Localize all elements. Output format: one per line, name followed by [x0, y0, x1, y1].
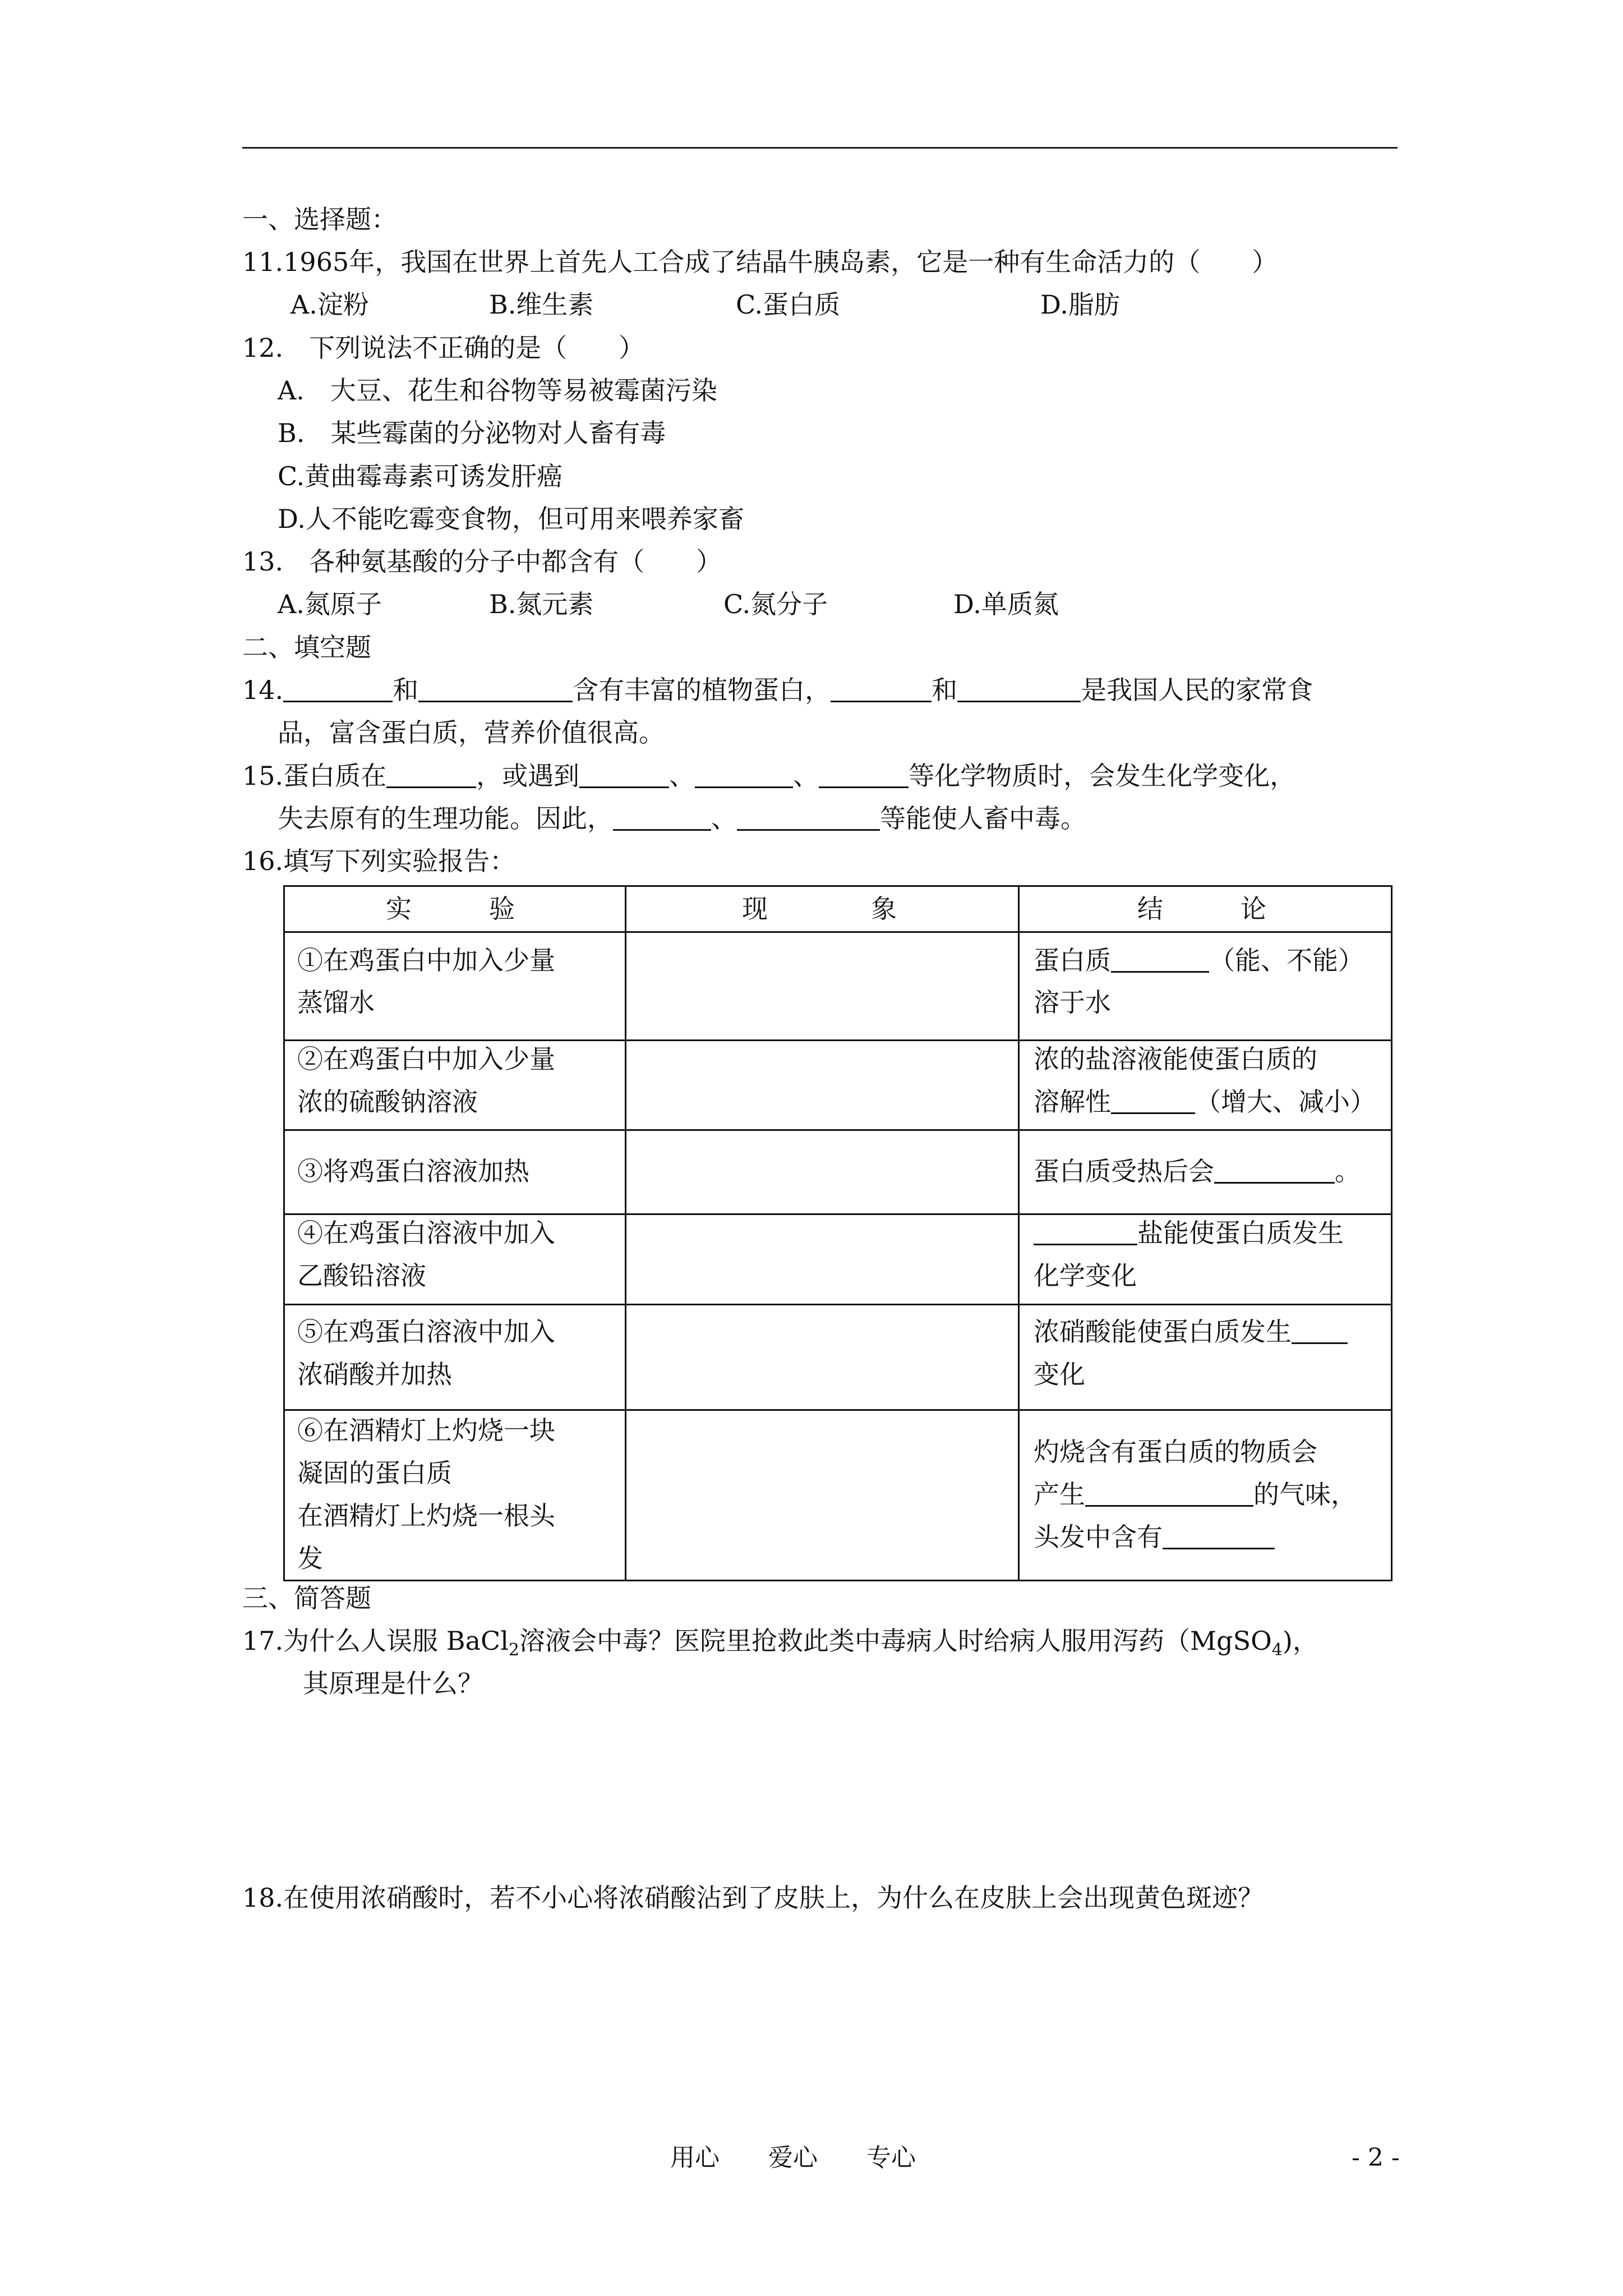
q14-line1	[242, 677, 1313, 703]
q14-text3: 和	[932, 675, 958, 705]
table-row2-experiment: 浓的硫酸钠溶液	[297, 1087, 478, 1117]
answer-blank[interactable]	[1111, 1090, 1195, 1114]
q14-line2: 品，富含蛋白质，营养价值很高。	[278, 717, 665, 748]
q14-text1: 和	[393, 675, 419, 705]
table-row6-experiment: 发	[297, 1543, 323, 1573]
table-row1-experiment: ①在鸡蛋白中加入少量	[297, 945, 555, 976]
table-row4-conclusion: 化学变化	[1034, 1260, 1137, 1291]
table-row-divider	[285, 1304, 1391, 1305]
answer-blank[interactable]	[1085, 1483, 1253, 1507]
table-row-divider	[285, 931, 1391, 933]
q13-stem: 13. 各种氨基酸的分子中都含有（ ）	[242, 546, 722, 577]
q15-text1: 15.蛋白质在	[242, 761, 387, 791]
table-row1-conclusion: 蛋白质 （能、不能）	[1034, 945, 1364, 976]
section-title-choice: 一、选择题：	[242, 204, 397, 234]
q15-sep3: 、	[711, 803, 737, 834]
q15-sep2: 、	[793, 761, 819, 791]
q11-option-b: B.维生素	[489, 289, 594, 320]
q15-text2: ，或遇到	[476, 761, 580, 791]
answer-blank[interactable]	[819, 764, 909, 788]
page-number: - 2 -	[1352, 2143, 1400, 2172]
header-rule	[242, 147, 1398, 149]
table-row-divider	[285, 1039, 1391, 1041]
answer-blank[interactable]	[283, 678, 393, 702]
answer-blank[interactable]	[579, 764, 669, 788]
q15-text3: 等化学物质时，会发生化学变化，	[909, 761, 1296, 791]
q13-option-c: C.氮分子	[723, 589, 828, 619]
q17-line1: 17.为什么人误服 BaCl$_2$溶液会中毒？医院里抢救此类中毒病人时给病人服用泻药（MgSO$_4$)，	[242, 1626, 1318, 1660]
table-row2-conclusion: 溶解性 （增大、减小）	[1034, 1087, 1376, 1117]
table-row5-experiment: ⑤在鸡蛋白溶液中加入	[297, 1317, 555, 1347]
table-row6-experiment: 凝固的蛋白质	[297, 1458, 452, 1488]
table-header-experiment: 实 验	[386, 894, 515, 924]
q18-stem: 18.在使用浓硝酸时，若不小心将浓硝酸沾到了皮肤上，为什么在皮肤上会出现黄色斑迹？	[242, 1883, 1264, 1913]
table-row2-conclusion: 浓的盐溶液能使蛋白质的	[1034, 1044, 1317, 1074]
q17-line2: 其原理是什么？	[303, 1668, 483, 1699]
answer-blank[interactable]	[1163, 1525, 1275, 1549]
table-column-divider	[625, 887, 626, 1580]
table-row6-conclusion: 灼烧含有蛋白质的物质会	[1034, 1437, 1317, 1467]
footer-motto-3: 专心	[866, 2143, 916, 2172]
section-title-short-answer: 三、简答题	[242, 1583, 371, 1613]
answer-blank[interactable]	[418, 678, 573, 702]
table-row3-experiment: ③将鸡蛋白溶液加热	[297, 1156, 529, 1186]
answer-blank[interactable]	[1292, 1320, 1348, 1344]
table-column-divider	[1018, 887, 1020, 1580]
answer-blank[interactable]	[613, 807, 711, 831]
table-row5-experiment: 浓硝酸并加热	[297, 1359, 452, 1389]
q12-option-b: B. 某些霉菌的分泌物对人畜有毒	[278, 418, 666, 448]
section-title-fill: 二、填空题	[242, 632, 371, 662]
table-row5-conclusion: 浓硝酸能使蛋白质发生	[1034, 1319, 1348, 1345]
table-row1-conclusion: 溶于水	[1034, 987, 1111, 1018]
table-row4-experiment: 乙酸铅溶液	[297, 1260, 426, 1291]
q13-option-d: D.单质氮	[953, 589, 1059, 619]
q16-stem: 16.填写下列实验报告：	[242, 846, 516, 876]
answer-blank[interactable]	[386, 764, 476, 788]
table-row3-conclusion: 蛋白质受热后会 。	[1034, 1156, 1361, 1186]
q11-option-a: A.淀粉	[291, 289, 369, 320]
q13-option-b: B.氮元素	[489, 589, 594, 619]
table-row6-experiment: 在酒精灯上灼烧一根头	[297, 1501, 555, 1531]
table-header-conclusion: 结 论	[1137, 894, 1266, 924]
table-row5-conclusion: 变化	[1034, 1359, 1085, 1389]
table-row-divider	[285, 1409, 1391, 1411]
answer-blank[interactable]	[1214, 1159, 1335, 1184]
table-row6-conclusion: 头发中含有	[1034, 1524, 1275, 1550]
answer-blank[interactable]	[737, 807, 880, 831]
q12-stem: 12. 下列说法不正确的是（ ）	[242, 333, 645, 363]
answer-blank[interactable]	[831, 678, 932, 702]
q14-text4: 是我国人民的家常食	[1081, 675, 1313, 705]
table-row1-experiment: 蒸馏水	[297, 987, 375, 1018]
q15-line2	[278, 803, 1086, 834]
table-header-phenomenon: 现 象	[742, 894, 897, 924]
answer-blank[interactable]	[695, 764, 793, 788]
q15-line1	[242, 763, 1295, 789]
footer-motto-1: 用心	[670, 2143, 720, 2172]
q14-number: 14.	[242, 675, 284, 705]
q11-stem: 11.1965年，我国在世界上首先人工合成了结晶牛胰岛素，它是一种有生命活力的（ ）	[242, 247, 1278, 277]
answer-blank[interactable]	[957, 678, 1081, 702]
table-row4-experiment: ④在鸡蛋白溶液中加入	[297, 1218, 555, 1248]
answer-blank[interactable]	[1034, 1221, 1137, 1245]
footer-motto-2: 爱心	[768, 2143, 818, 2172]
q14-text2: 含有丰富的植物蛋白，	[573, 675, 831, 705]
q13-option-a: A.氮原子	[278, 589, 382, 619]
table-row6-conclusion: 产生 的气味，	[1034, 1479, 1357, 1510]
q15-text5: 等能使人畜中毒。	[880, 803, 1086, 834]
q12-option-a: A. 大豆、花生和谷物等易被霉菌污染	[278, 375, 717, 406]
q11-option-d: D.脂肪	[1040, 289, 1120, 320]
q15-text4: 失去原有的生理功能。因此，	[278, 803, 613, 834]
q11-option-c: C.蛋白质	[736, 289, 841, 320]
table-row6-experiment: ⑥在酒精灯上灼烧一块	[297, 1415, 555, 1446]
q12-option-c: C.黄曲霉毒素可诱发肝癌	[278, 461, 563, 491]
table-row-divider	[285, 1213, 1391, 1215]
experiment-report-table	[283, 885, 1393, 1581]
table-row4-conclusion: 盐能使蛋白质发生	[1034, 1220, 1344, 1246]
q15-sep1: 、	[669, 761, 695, 791]
table-row-divider	[285, 1129, 1391, 1131]
answer-blank[interactable]	[1111, 949, 1209, 973]
q12-option-d: D.人不能吃霉变食物，但可用来喂养家畜	[278, 504, 744, 534]
table-row2-experiment: ②在鸡蛋白中加入少量	[297, 1044, 555, 1074]
